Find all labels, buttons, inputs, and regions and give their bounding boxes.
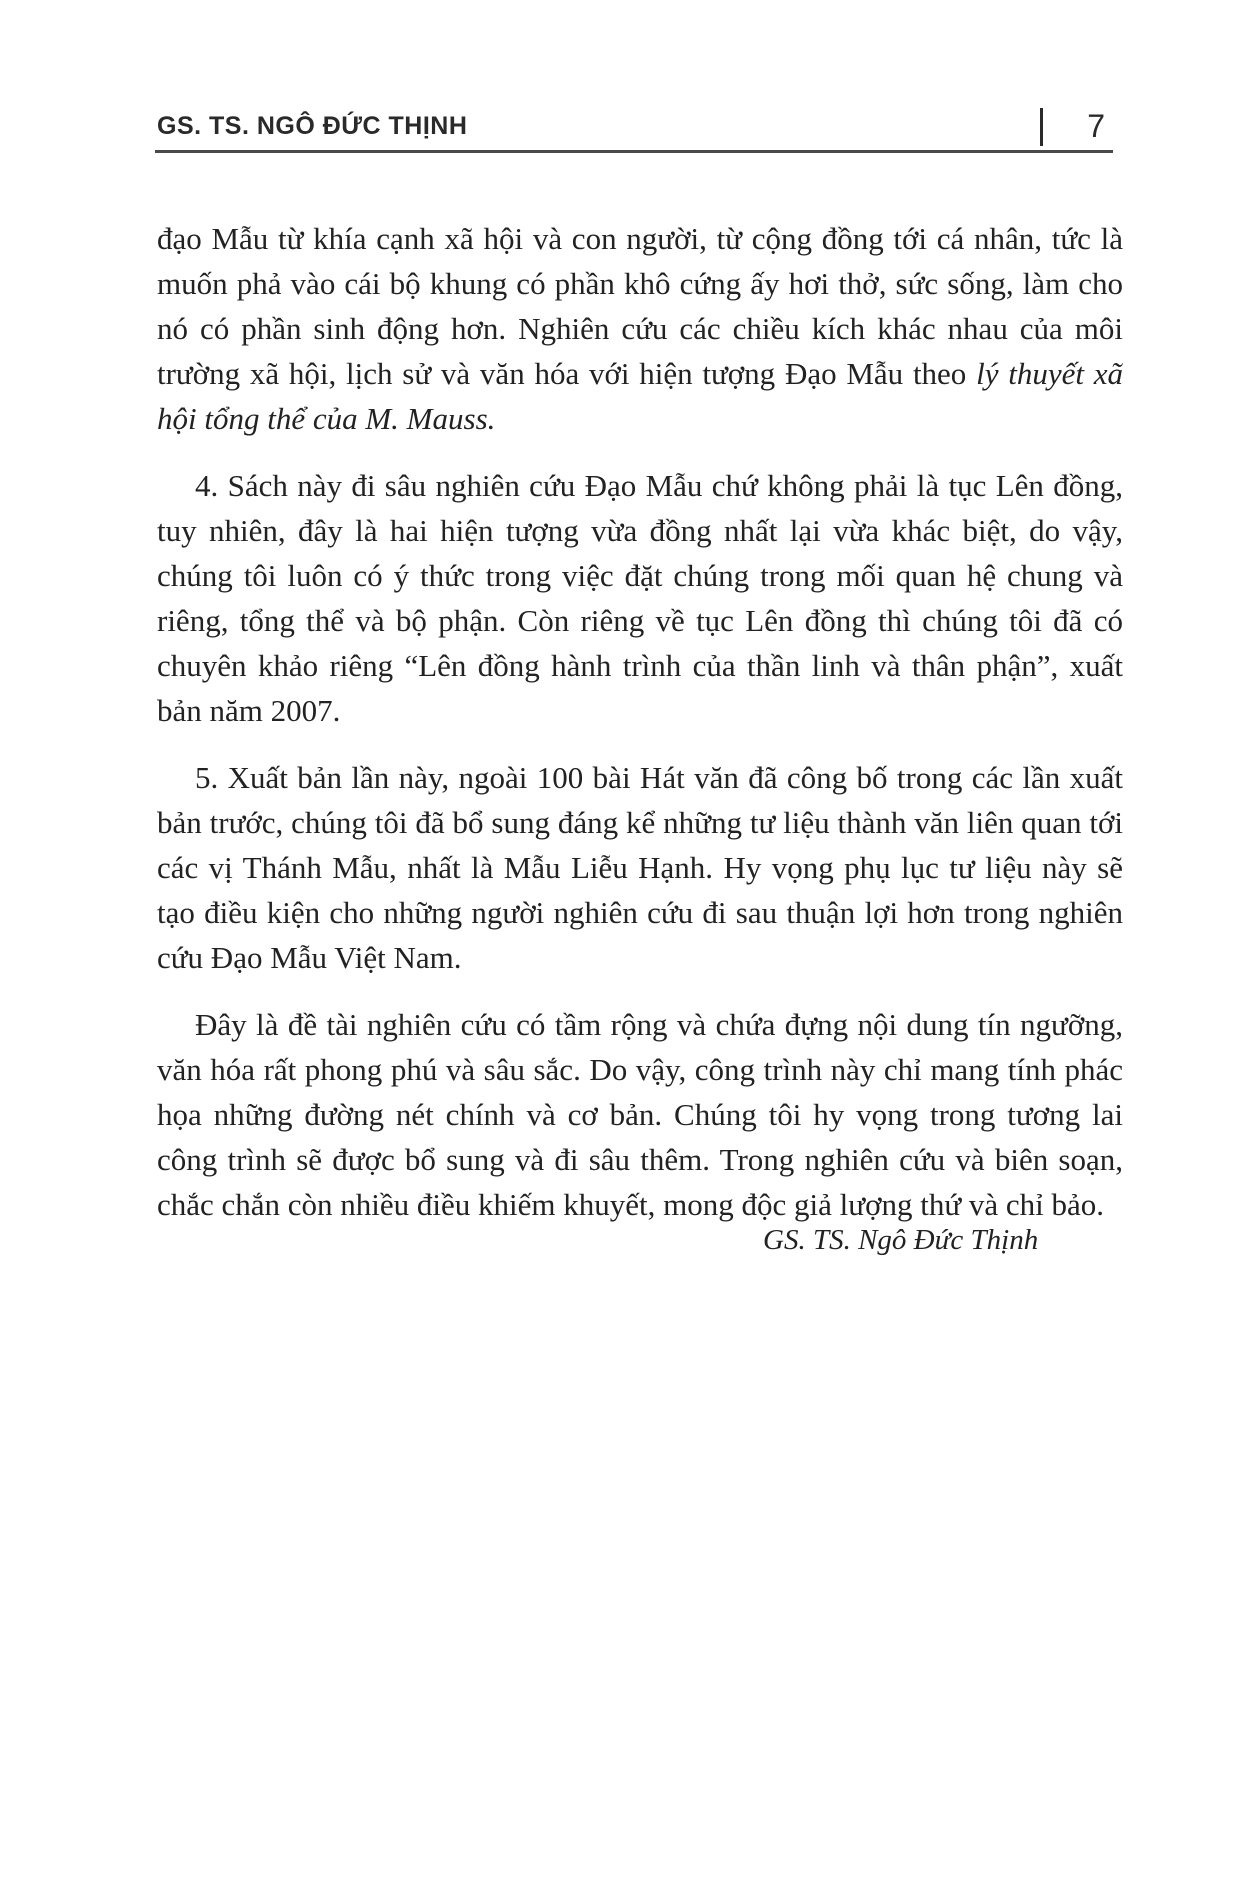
header-author: GS. TS. NGÔ ĐỨC THỊNH [157, 112, 468, 140]
page-number: 7 [1087, 108, 1105, 144]
paragraph-3: 5. Xuất bản lần này, ngoài 100 bài Hát văn đã công bố trong các lần xuất bản trước, chúng tôi đã bổ sung đáng kể những tư liệu thành văn liên quan tới các vị Thánh Mẫu, nhất là Mẫu Liễu Hạnh. Hy vọng phụ lục tư liệu này sẽ tạo điều kiện cho những người nghiên cứu đi sau thuận lợi hơn trong nghiên cứu Đạo Mẫu Việt Nam. [157, 760, 1123, 975]
paragraph-1-text: đạo Mẫu từ khía cạnh xã hội và con người, từ cộng đồng tới cá nhân, tức là muốn phả vào cái bộ khung có phần khô cứng ấy hơi thở, sức sống, làm cho nó có phần sinh động hơn. Nghiên cứu các chiều kích khác nhau của môi trường xã hội, lịch sử và văn hóa với hiện tượng Đạo Mẫu theo [157, 221, 1123, 391]
paragraph-4: Đây là đề tài nghiên cứu có tầm rộng và chứa đựng nội dung tín ngưỡng, văn hóa rất phong phú và sâu sắc. Do vậy, công trình này chỉ mang tính phác họa những đường nét chính và cơ bản. Chúng tôi hy vọng trong tương lai công trình sẽ được bổ sung và đi sâu thêm. Trong nghiên cứu và biên soạn, chắc chắn còn nhiều điều khiếm khuyết, mong độc giả lượng thứ và chỉ bảo. [157, 1007, 1123, 1222]
paragraph-1 [157, 216, 1123, 441]
body-text [157, 216, 1123, 1249]
paragraph-1-italic: lý thuyết xã hội tổng thể của M. Mauss. [157, 356, 1123, 436]
header-separator [1040, 108, 1043, 146]
paragraph-2: 4. Sách này đi sâu nghiên cứu Đạo Mẫu chứ không phải là tục Lên đồng, tuy nhiên, đây là hai hiện tượng vừa đồng nhất lại vừa khác biệt, do vậy, chúng tôi luôn có ý thức trong việc đặt chúng trong mối quan hệ chung và riêng, tổng thể và bộ phận. Còn riêng về tục Lên đồng thì chúng tôi đã có chuyên khảo riêng “Lên đồng hành trình của thần linh và thân phận”, xuất bản năm 2007. [157, 468, 1123, 728]
header-rule [155, 150, 1113, 153]
running-header [155, 108, 1113, 150]
author-signature: GS. TS. Ngô Đức Thịnh [763, 1224, 1039, 1256]
